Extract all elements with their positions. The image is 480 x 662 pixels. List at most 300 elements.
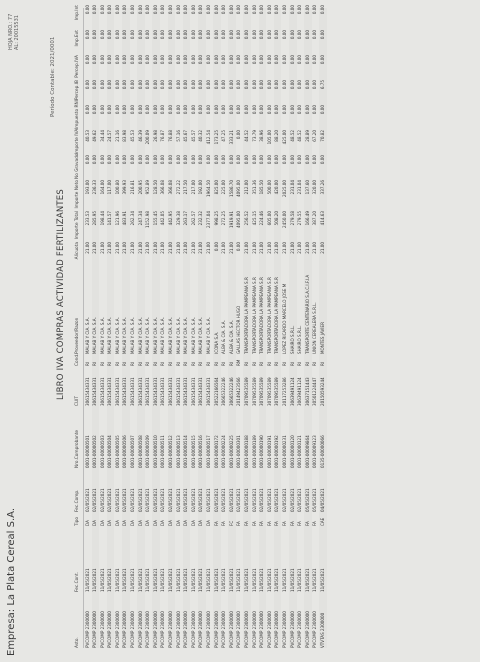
- table-cell: 0.00: [99, 5, 105, 15]
- table-cell: 0.00: [130, 80, 136, 90]
- table-cell: SHAIRO S.R.L.: [297, 325, 303, 354]
- table-cell: 0.00: [236, 80, 242, 90]
- table-cell: MALAB Y CIA. S.A.: [183, 317, 189, 354]
- table-cell: 0.00: [259, 105, 265, 115]
- column-header: No Gravado: [75, 153, 81, 179]
- table-cell: 233.53: [84, 211, 90, 226]
- table-cell: 0.00: [130, 55, 136, 65]
- table-cell: 21.00: [84, 242, 90, 254]
- table-cell: 0.00: [145, 80, 151, 90]
- table-cell: 0.00: [274, 80, 280, 90]
- table-cell: 0001-00000507: [130, 435, 136, 468]
- table-cell: DA: [137, 520, 143, 526]
- table-cell: 155.45: [152, 211, 158, 226]
- table-cell: 0.00: [228, 30, 234, 40]
- table-row: [168, 5, 176, 648]
- table-cell: 0.00: [221, 5, 227, 15]
- table-cell: 2025.00: [281, 180, 287, 197]
- table-cell: 0.00: [99, 155, 105, 165]
- table-cell: TRANSPORTADORA LA PAMPEANA S.R: [259, 277, 265, 354]
- table-cell: ALBA & CIA. S.A.: [221, 320, 227, 354]
- table-cell: 0.00: [130, 105, 136, 115]
- table-cell: 21.00: [99, 242, 105, 254]
- table-cell: 0.00: [251, 155, 257, 165]
- table-cell: 0001-00000231: [281, 435, 287, 468]
- table-cell: 0.00: [266, 80, 272, 90]
- table-cell: 21.00: [175, 242, 181, 254]
- table-cell: 0001-00000508: [137, 435, 143, 468]
- table-cell: PVCOMP 2300000: [228, 611, 234, 648]
- table-cell: 21.00: [281, 242, 287, 254]
- table-row: [107, 5, 115, 648]
- table-cell: 0.00: [266, 5, 272, 15]
- table-cell: RI: [319, 361, 325, 366]
- table-row: [289, 5, 297, 648]
- table-cell: 0001-00000120: [289, 435, 295, 468]
- table-cell: PVCOMP 2300000: [114, 611, 120, 648]
- table-cell: 0.00: [259, 155, 265, 165]
- table-cell: 21.00: [304, 242, 310, 254]
- table-cell: 0001-00000502: [92, 435, 98, 468]
- table-cell: 30709535589: [266, 377, 272, 406]
- table-cell: 442.95: [168, 211, 174, 226]
- table-cell: 0.00: [168, 55, 174, 65]
- table-cell: 11/05/2021: [304, 568, 310, 592]
- table-cell: 0001-00000301: [236, 435, 242, 468]
- table-cell: 44.52: [243, 130, 249, 142]
- table-cell: 0.00: [92, 155, 98, 165]
- table-cell: 0.00: [137, 5, 143, 15]
- table-cell: 45.53: [130, 130, 136, 142]
- table-row: [152, 5, 160, 648]
- table-cell: LOPEZ RICARDO MARCELO JOSE M: [281, 283, 287, 354]
- table-cell: 0001-00000517: [206, 435, 211, 468]
- table-cell: 0.00: [297, 155, 303, 165]
- table-cell: 45.67: [183, 130, 189, 142]
- column-header: Tipo: [75, 516, 81, 526]
- table-cell: FA: [289, 521, 295, 526]
- table-cell: 0.00: [281, 155, 287, 165]
- table-cell: MALAB Y CIA. S.A.: [190, 317, 196, 354]
- table-cell: 02/05/2021: [297, 488, 303, 512]
- table-cell: 02/05/2021: [160, 488, 166, 512]
- table-cell: PVCOMP 2300000: [259, 611, 265, 648]
- table-cell: FA: [236, 521, 242, 526]
- table-cell: RI: [243, 361, 249, 366]
- table-cell: DA: [107, 520, 113, 526]
- table-cell: 21.00: [319, 242, 325, 254]
- table-cell: 0.00: [213, 242, 219, 252]
- table-cell: 442.05: [160, 211, 166, 226]
- table-cell: RI: [168, 361, 174, 366]
- table-cell: 11/05/2021: [99, 568, 105, 592]
- table-cell: 0001-00000514: [183, 435, 189, 468]
- table-cell: 11/05/2021: [243, 568, 249, 592]
- table-cell: 2450.00: [281, 211, 287, 228]
- table-cell: 0.00: [145, 30, 151, 40]
- table-cell: 76.88: [168, 130, 174, 142]
- table-cell: 262.57: [190, 211, 196, 226]
- table-cell: 0.00: [266, 30, 272, 40]
- table-row: [160, 5, 168, 648]
- table-cell: 30639491124: [297, 377, 303, 406]
- table-cell: 02/05/2021: [175, 488, 181, 512]
- table-cell: PVCOMP 2300000: [213, 611, 219, 648]
- table-cell: 11/05/2021: [152, 568, 158, 592]
- table-cell: MALAB Y CIA. S.A.: [152, 317, 158, 354]
- table-cell: 0.00: [137, 80, 143, 90]
- table-cell: RI: [281, 361, 287, 366]
- table-cell: 21.00: [274, 242, 280, 254]
- table-cell: 0.00: [99, 55, 105, 65]
- table-cell: MALAB Y CIA. S.A.: [99, 317, 105, 354]
- table-cell: 04/05/2021: [319, 488, 325, 512]
- column-header: Percep.IB: [75, 80, 81, 101]
- table-cell: 0.00: [289, 80, 295, 90]
- table-cell: RI: [160, 361, 166, 366]
- table-cell: 0.00: [152, 30, 158, 40]
- sheet-number-line: AL: 20015531: [14, 15, 20, 50]
- table-cell: DA: [168, 520, 174, 526]
- table-cell: 0.00: [84, 5, 90, 15]
- table-cell: MALAB Y CIA. S.A.: [168, 317, 174, 354]
- table-cell: 11/05/2021: [221, 568, 227, 592]
- table-cell: 0.00: [206, 30, 211, 40]
- table-cell: RI: [107, 361, 113, 366]
- table-row: [190, 5, 198, 648]
- table-cell: 217.00: [190, 180, 196, 195]
- table-row: [122, 5, 130, 648]
- column-header: Impuesto RNI: [75, 100, 81, 129]
- table-cell: 137.60: [304, 180, 310, 195]
- table-cell: 0.00: [228, 80, 234, 90]
- table-cell: FA: [274, 521, 280, 526]
- table-cell: 0.00: [312, 30, 318, 40]
- table-cell: PVCOMP 2300000: [137, 611, 143, 648]
- table-cell: RI: [145, 361, 151, 366]
- table-cell: 337.26: [319, 180, 325, 195]
- table-cell: 02/05/2021: [274, 488, 280, 512]
- table-cell: 0.00: [274, 55, 280, 65]
- table-cell: 0.00: [236, 55, 242, 65]
- table-cell: PVCOMP 2300000: [289, 611, 295, 648]
- table-cell: 11/05/2021: [213, 568, 219, 592]
- table-cell: 11/05/2021: [289, 568, 295, 592]
- table-row: [304, 5, 312, 648]
- table-cell: 30615434331: [160, 377, 166, 406]
- table-cell: 0.00: [228, 155, 234, 165]
- table-cell: 100.80: [114, 180, 120, 195]
- table-cell: 0.00: [312, 55, 318, 65]
- table-cell: 0001-00000503: [99, 435, 105, 468]
- table-cell: PVCOMP 2300000: [160, 611, 166, 648]
- table-cell: 30615434331: [114, 377, 120, 406]
- table-cell: 21.00: [107, 242, 113, 254]
- table-cell: 0.00: [92, 105, 98, 115]
- table-cell: PVCOMP 2300000: [297, 611, 303, 648]
- table-cell: 0.00: [304, 155, 310, 165]
- table-cell: 0001-00000504: [107, 435, 113, 468]
- table-cell: 11/05/2021: [198, 568, 204, 592]
- table-cell: 30615434331: [145, 377, 151, 406]
- table-cell: 0.00: [130, 5, 136, 15]
- table-cell: 1964.50: [206, 180, 211, 197]
- table-cell: 30709535589: [274, 377, 280, 406]
- table-cell: RI: [228, 361, 234, 366]
- table-cell: PVCOMP 2300000: [266, 611, 272, 648]
- table-cell: 11/05/2021: [130, 568, 136, 592]
- table-cell: 0.00: [266, 155, 272, 165]
- table-cell: 0.00: [236, 130, 242, 140]
- table-cell: RM: [236, 359, 242, 366]
- table-cell: PVCOMP 2300000: [304, 611, 310, 648]
- table-cell: 11/05/2021: [319, 568, 325, 592]
- table-row: [312, 5, 320, 648]
- table-cell: 998.25: [213, 211, 219, 226]
- table-cell: 0.00: [213, 5, 219, 15]
- table-cell: RI: [289, 361, 295, 366]
- table-cell: 0.00: [198, 105, 204, 115]
- table-cell: 0.00: [92, 80, 98, 90]
- table-cell: MALAB Y CIA. S.A.: [160, 317, 166, 354]
- table-cell: 333.21: [228, 130, 234, 145]
- table-cell: PVCOMP 2300000: [92, 611, 98, 648]
- column-header: Imp.Ext: [75, 30, 81, 47]
- table-cell: 30615434331: [99, 377, 105, 406]
- table-cell: 21.00: [297, 242, 303, 254]
- table-cell: 0.00: [175, 30, 181, 40]
- table-cell: PVCOMP 2300000: [84, 611, 90, 648]
- table-cell: 0.00: [236, 155, 242, 165]
- table-cell: 30709535589: [251, 377, 257, 406]
- table-cell: 366.08: [160, 180, 166, 195]
- table-cell: 0.00: [137, 105, 143, 115]
- table-cell: 0.00: [289, 5, 295, 15]
- company-name: Empresa: La Plata Cereal S.A.: [6, 507, 17, 656]
- table-cell: 0.00: [281, 30, 287, 40]
- table-cell: 0.00: [175, 155, 181, 165]
- table-cell: 11/05/2021: [297, 568, 303, 592]
- table-cell: 30615434331: [84, 377, 90, 406]
- table-row: [137, 5, 145, 648]
- table-row: [274, 5, 282, 648]
- table-cell: 0.00: [175, 55, 181, 65]
- table-cell: TRANSPORTADORA LA PAMPEANA S.R: [266, 277, 272, 354]
- table-cell: 05/05/2021: [312, 488, 318, 512]
- table-cell: 0.00: [130, 30, 136, 40]
- table-cell: 0.00: [84, 155, 90, 165]
- table-cell: 21.00: [152, 242, 158, 254]
- table-cell: 192.00: [198, 180, 204, 195]
- table-cell: 30615434331: [190, 377, 196, 406]
- table-cell: 141.57: [107, 211, 113, 226]
- table-cell: 0.00: [312, 80, 318, 90]
- table-cell: 30615434331: [92, 377, 98, 406]
- table-cell: 0001-00000505: [114, 435, 120, 468]
- table-cell: 0.00: [213, 30, 219, 40]
- table-cell: 28.89: [304, 130, 310, 142]
- table-cell: 483.91: [122, 211, 128, 226]
- table-cell: 30639491124: [289, 377, 295, 406]
- table-cell: 11/05/2021: [251, 568, 257, 592]
- table-cell: ALBA & CIA. S.A.: [228, 320, 234, 354]
- table-cell: 0.00: [281, 55, 287, 65]
- table-cell: PVCOMP 2300000: [236, 611, 242, 648]
- table-cell: 0.00: [213, 105, 219, 115]
- table-cell: PVCOMP 2300000: [168, 611, 174, 648]
- table-cell: 11/05/2021: [274, 568, 280, 592]
- column-header: Proveedor/Razon: [75, 317, 81, 354]
- table-cell: 0.00: [160, 5, 166, 15]
- table-cell: 24.57: [107, 130, 113, 142]
- table-cell: 0.00: [175, 5, 181, 15]
- table-cell: 0.00: [213, 80, 219, 90]
- table-cell: 02/05/2021: [206, 488, 211, 512]
- table-cell: 0.00: [122, 105, 128, 115]
- table-cell: 47.25: [221, 130, 227, 142]
- column-header: Percep.IVA: [75, 55, 81, 78]
- table-cell: 0.00: [198, 5, 204, 15]
- table-cell: 0.00: [114, 155, 120, 165]
- table-cell: DA: [84, 520, 90, 526]
- table-cell: 45.57: [190, 130, 196, 142]
- table-cell: 952.89: [145, 180, 151, 195]
- table-cell: 38.96: [259, 130, 265, 142]
- table-cell: 02/05/2021: [152, 488, 158, 512]
- table-cell: 0.00: [274, 105, 280, 115]
- table-cell: 272.22: [175, 180, 181, 195]
- table-cell: 21.00: [266, 242, 272, 254]
- table-cell: 0.00: [266, 105, 272, 115]
- table-cell: 0.00: [92, 30, 98, 40]
- table-cell: 67.20: [312, 130, 318, 142]
- table-cell: 02/05/2021: [137, 488, 143, 512]
- table-cell: 0.00: [243, 5, 249, 15]
- table-cell: 0.00: [281, 5, 287, 15]
- table-row: [84, 5, 92, 648]
- table-cell: FA: [281, 521, 287, 526]
- table-cell: 30615434331: [206, 377, 211, 406]
- table-cell: TRANSPORTADORA LA PAMPEANA S.R: [274, 277, 280, 354]
- accounting-period: Período Contable: 2021/0001: [50, 36, 56, 117]
- table-cell: 0.00: [168, 30, 174, 40]
- table-cell: 02/05/2021: [213, 488, 219, 512]
- table-row: [297, 5, 305, 648]
- table-cell: PVCOMP 2300000: [107, 611, 113, 648]
- table-cell: 0.00: [289, 105, 295, 115]
- table-cell: 21.00: [228, 242, 234, 254]
- table-cell: 0.00: [243, 80, 249, 90]
- table-cell: 40.32: [198, 130, 204, 142]
- table-cell: 0.00: [297, 80, 303, 90]
- table-cell: MALAB Y CIA. S.A.: [137, 317, 143, 354]
- table-cell: 0.00: [183, 5, 189, 15]
- table-cell: 11/05/2021: [122, 568, 128, 592]
- table-cell: TRANSPORTADORA LA PAMPEANA S.R: [243, 277, 249, 354]
- table-cell: 508.20: [274, 211, 280, 226]
- table-cell: RI: [266, 361, 272, 366]
- table-cell: 279.55: [297, 211, 303, 226]
- table-cell: 21.00: [183, 242, 189, 254]
- table-cell: GALLAS HECTOR HUGO: [236, 305, 242, 354]
- table-cell: 0.00: [198, 30, 204, 40]
- table-cell: 285.95: [92, 211, 98, 226]
- table-row: [175, 5, 183, 648]
- table-cell: 0.00: [92, 55, 98, 65]
- table-cell: 21.00: [259, 242, 265, 254]
- table-cell: 21.00: [312, 242, 318, 254]
- table-cell: RI: [99, 361, 105, 366]
- table-cell: 0.00: [259, 55, 265, 65]
- table-cell: ICONA S.A.: [213, 331, 219, 354]
- table-cell: 2377.04: [206, 211, 211, 228]
- table-cell: 0.00: [312, 155, 318, 165]
- table-cell: 0.00: [206, 80, 211, 90]
- table-cell: 0.00: [236, 5, 242, 15]
- table-cell: 0001-00000121: [297, 435, 303, 468]
- table-row: [236, 5, 244, 648]
- table-cell: 02/05/2021: [266, 488, 272, 512]
- table-cell: 105.00: [266, 130, 272, 145]
- table-body: [84, 5, 327, 648]
- table-cell: 0.00: [221, 80, 227, 90]
- table-cell: 0.00: [183, 30, 189, 40]
- table-row: [114, 5, 122, 648]
- table-cell: 117.00: [107, 180, 113, 195]
- table-cell: 0001-00009864: [304, 435, 310, 468]
- table-cell: 11/05/2021: [266, 568, 272, 592]
- table-cell: PVCOMP 2300000: [122, 611, 128, 648]
- table-cell: 21.00: [289, 242, 295, 254]
- table-cell: 11/05/2021: [114, 568, 120, 592]
- table-cell: 0.00: [297, 105, 303, 115]
- column-header: Importe Total: [75, 211, 81, 240]
- table-cell: 351.36: [251, 180, 257, 195]
- table-row: [145, 5, 153, 648]
- table-cell: 02/05/2021: [289, 488, 295, 512]
- table-cell: 21.00: [122, 242, 128, 254]
- table-cell: 0.00: [122, 80, 128, 90]
- table-cell: 20149423566: [236, 377, 242, 406]
- table-cell: 193.00: [84, 180, 90, 195]
- table-cell: 0.00: [236, 30, 242, 40]
- table-cell: 0.00: [99, 80, 105, 90]
- table-cell: 0.00: [319, 155, 325, 165]
- table-cell: 0.00: [297, 5, 303, 15]
- table-cell: 420.00: [274, 180, 280, 195]
- table-cell: 11/05/2021: [137, 568, 143, 592]
- table-cell: RI: [84, 361, 90, 366]
- table-cell: 0.00: [319, 5, 325, 15]
- table-cell: 30615434331: [152, 377, 158, 406]
- table-cell: 0.00: [274, 30, 280, 40]
- table-row: [130, 5, 138, 648]
- table-cell: 30615434331: [198, 377, 204, 406]
- table-cell: 0.00: [243, 105, 249, 115]
- table-cell: 76.87: [160, 130, 166, 142]
- table-cell: 20117253286: [281, 377, 287, 406]
- column-header: CUIT: [75, 395, 81, 406]
- table-cell: 73.79: [251, 130, 257, 142]
- table-cell: FA: [259, 521, 265, 526]
- table-cell: RI: [152, 361, 158, 366]
- table-cell: 0.00: [289, 55, 295, 65]
- table-cell: RI: [221, 361, 227, 366]
- table-cell: 0.00: [122, 5, 128, 15]
- table-cell: 21.00: [221, 242, 227, 254]
- table-cell: 0001-00000511: [160, 435, 166, 468]
- table-cell: DA: [152, 520, 158, 526]
